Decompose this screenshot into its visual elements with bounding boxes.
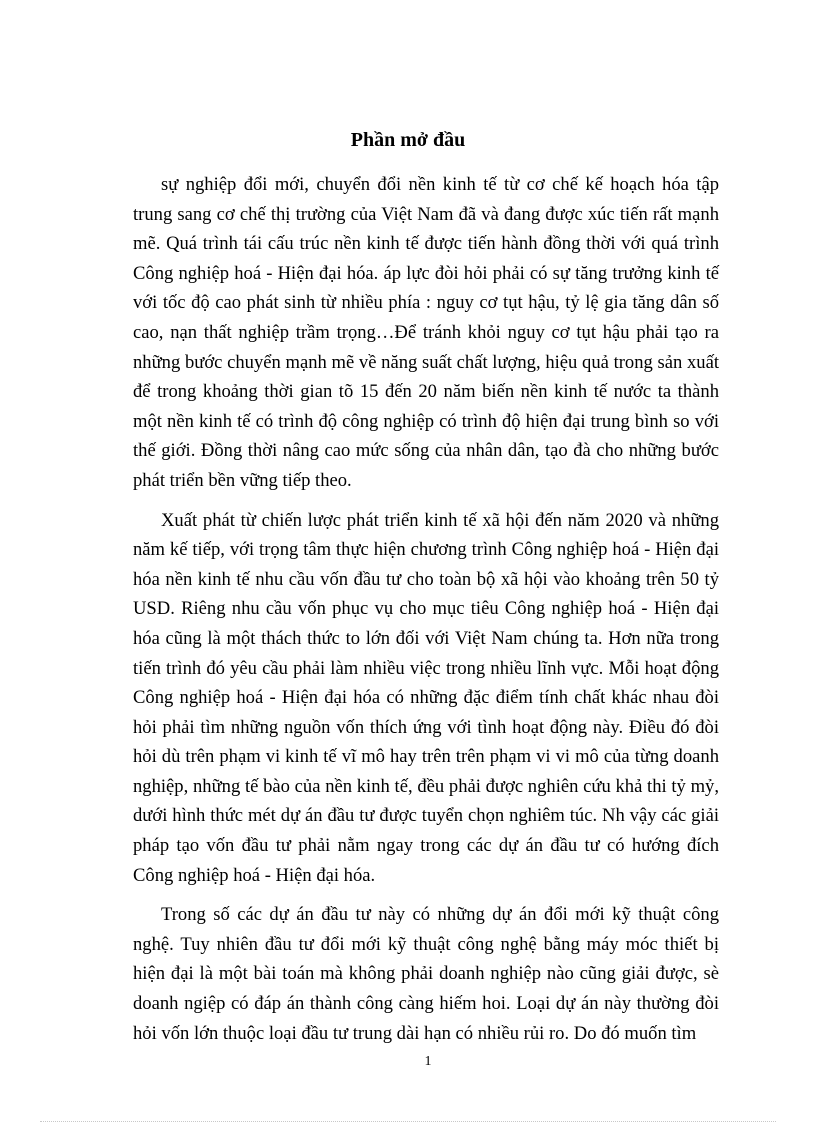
footer-divider — [40, 1121, 776, 1122]
paragraph-2: Xuất phát từ chiến lược phát triển kinh tế xã hội đến năm 2020 và những năm kế tiếp, với trọng tâm thực hiện chương trình Công nghiệp hoá - Hiện đại hóa nền kinh tế nhu cầu vốn đầu tư cho toàn bộ xã hội vào khoảng trên 50 tỷ USD. Riêng nhu cầu vốn phục vụ cho mục tiêu Công nghiệp hoá - Hiện đại hóa cũng là một thách thức to lớn đối với Việt Nam chúng ta. Hơn nữa trong tiến trình đó yêu cầu phải làm nhiều việc trong nhiều lĩnh vực. Mỗi hoạt động Công nghiệp hoá - Hiện đại hóa có những đặc điểm tính chất khác nhau đòi hỏi phải tìm những nguồn vốn thích ứng với tình hoạt động này. Điều đó đòi hỏi dù trên phạm vi kinh tế vĩ mô hay trên trên phạm vi vi mô của từng doanh nghiệp, những tế bào của nền kinh tế, đều phải được nghiên cứu khả thi tỷ mỷ, dưới hình thức mét dự án đầu tư được tuyển chọn nghiêm túc. Nh vậy các giải pháp tạo vốn đầu tư phải nằm ngay trong các dự án đầu tư có hướng đích Công nghiệp hoá - Hiện đại hóa. — [133, 509, 719, 886]
page-title: Phần mở đầu — [350, 129, 466, 151]
page-number: 1 — [424, 1054, 432, 1069]
body-text — [133, 170, 719, 1058]
paragraph-3: Trong số các dự án đầu tư này có những dự án đổi mới kỹ thuật công nghệ. Tuy nhiên đầu tư đổi mới kỹ thuật công nghệ bằng máy móc thiết bị hiện đại là một bài toán mà không phải doanh nghiệp nào cũng giải được, sè doanh ngiệp có đáp án thành công càng hiếm hoi. Loại dự án này thường đòi hỏi vốn lớn thuộc loại đầu tư trung dài hạn có nhiều rủi ro. Do đó muốn tìm — [133, 904, 719, 1044]
paragraph-1: sự nghiệp đổi mới, chuyển đổi nền kinh tế từ cơ chế kế hoạch hóa tập trung sang cơ chế thị trường của Việt Nam đã và đang được xúc tiến rất mạnh mẽ. Quá trình tái cấu trúc nền kinh tế được tiến hành đồng thời với quá trình Công nghiệp hoá - Hiện đại hóa. áp lực đòi hỏi phải có sự tăng trưởng kinh tế với tốc độ cao phát sinh từ nhiều phía : nguy cơ tụt hậu, tỷ lệ gia tăng dân số cao, nạn thất nghiệp trầm trọng…Để tránh khỏi nguy cơ tụt hậu phải tạo ra những bước chuyển mạnh mẽ về năng suất chất lượng, hiệu quả trong sản xuất để trong khoảng thời gian tõ 15 đến 20 năm biến nền kinh tế nước ta thành một nền kinh tế có trình độ công nghiệp có trình độ hiện đại trung bình so với thế giới. Đồng thời nâng cao mức sống của nhân dân, tạo đà cho những bước phát triển bền vững tiếp theo. — [133, 174, 719, 491]
